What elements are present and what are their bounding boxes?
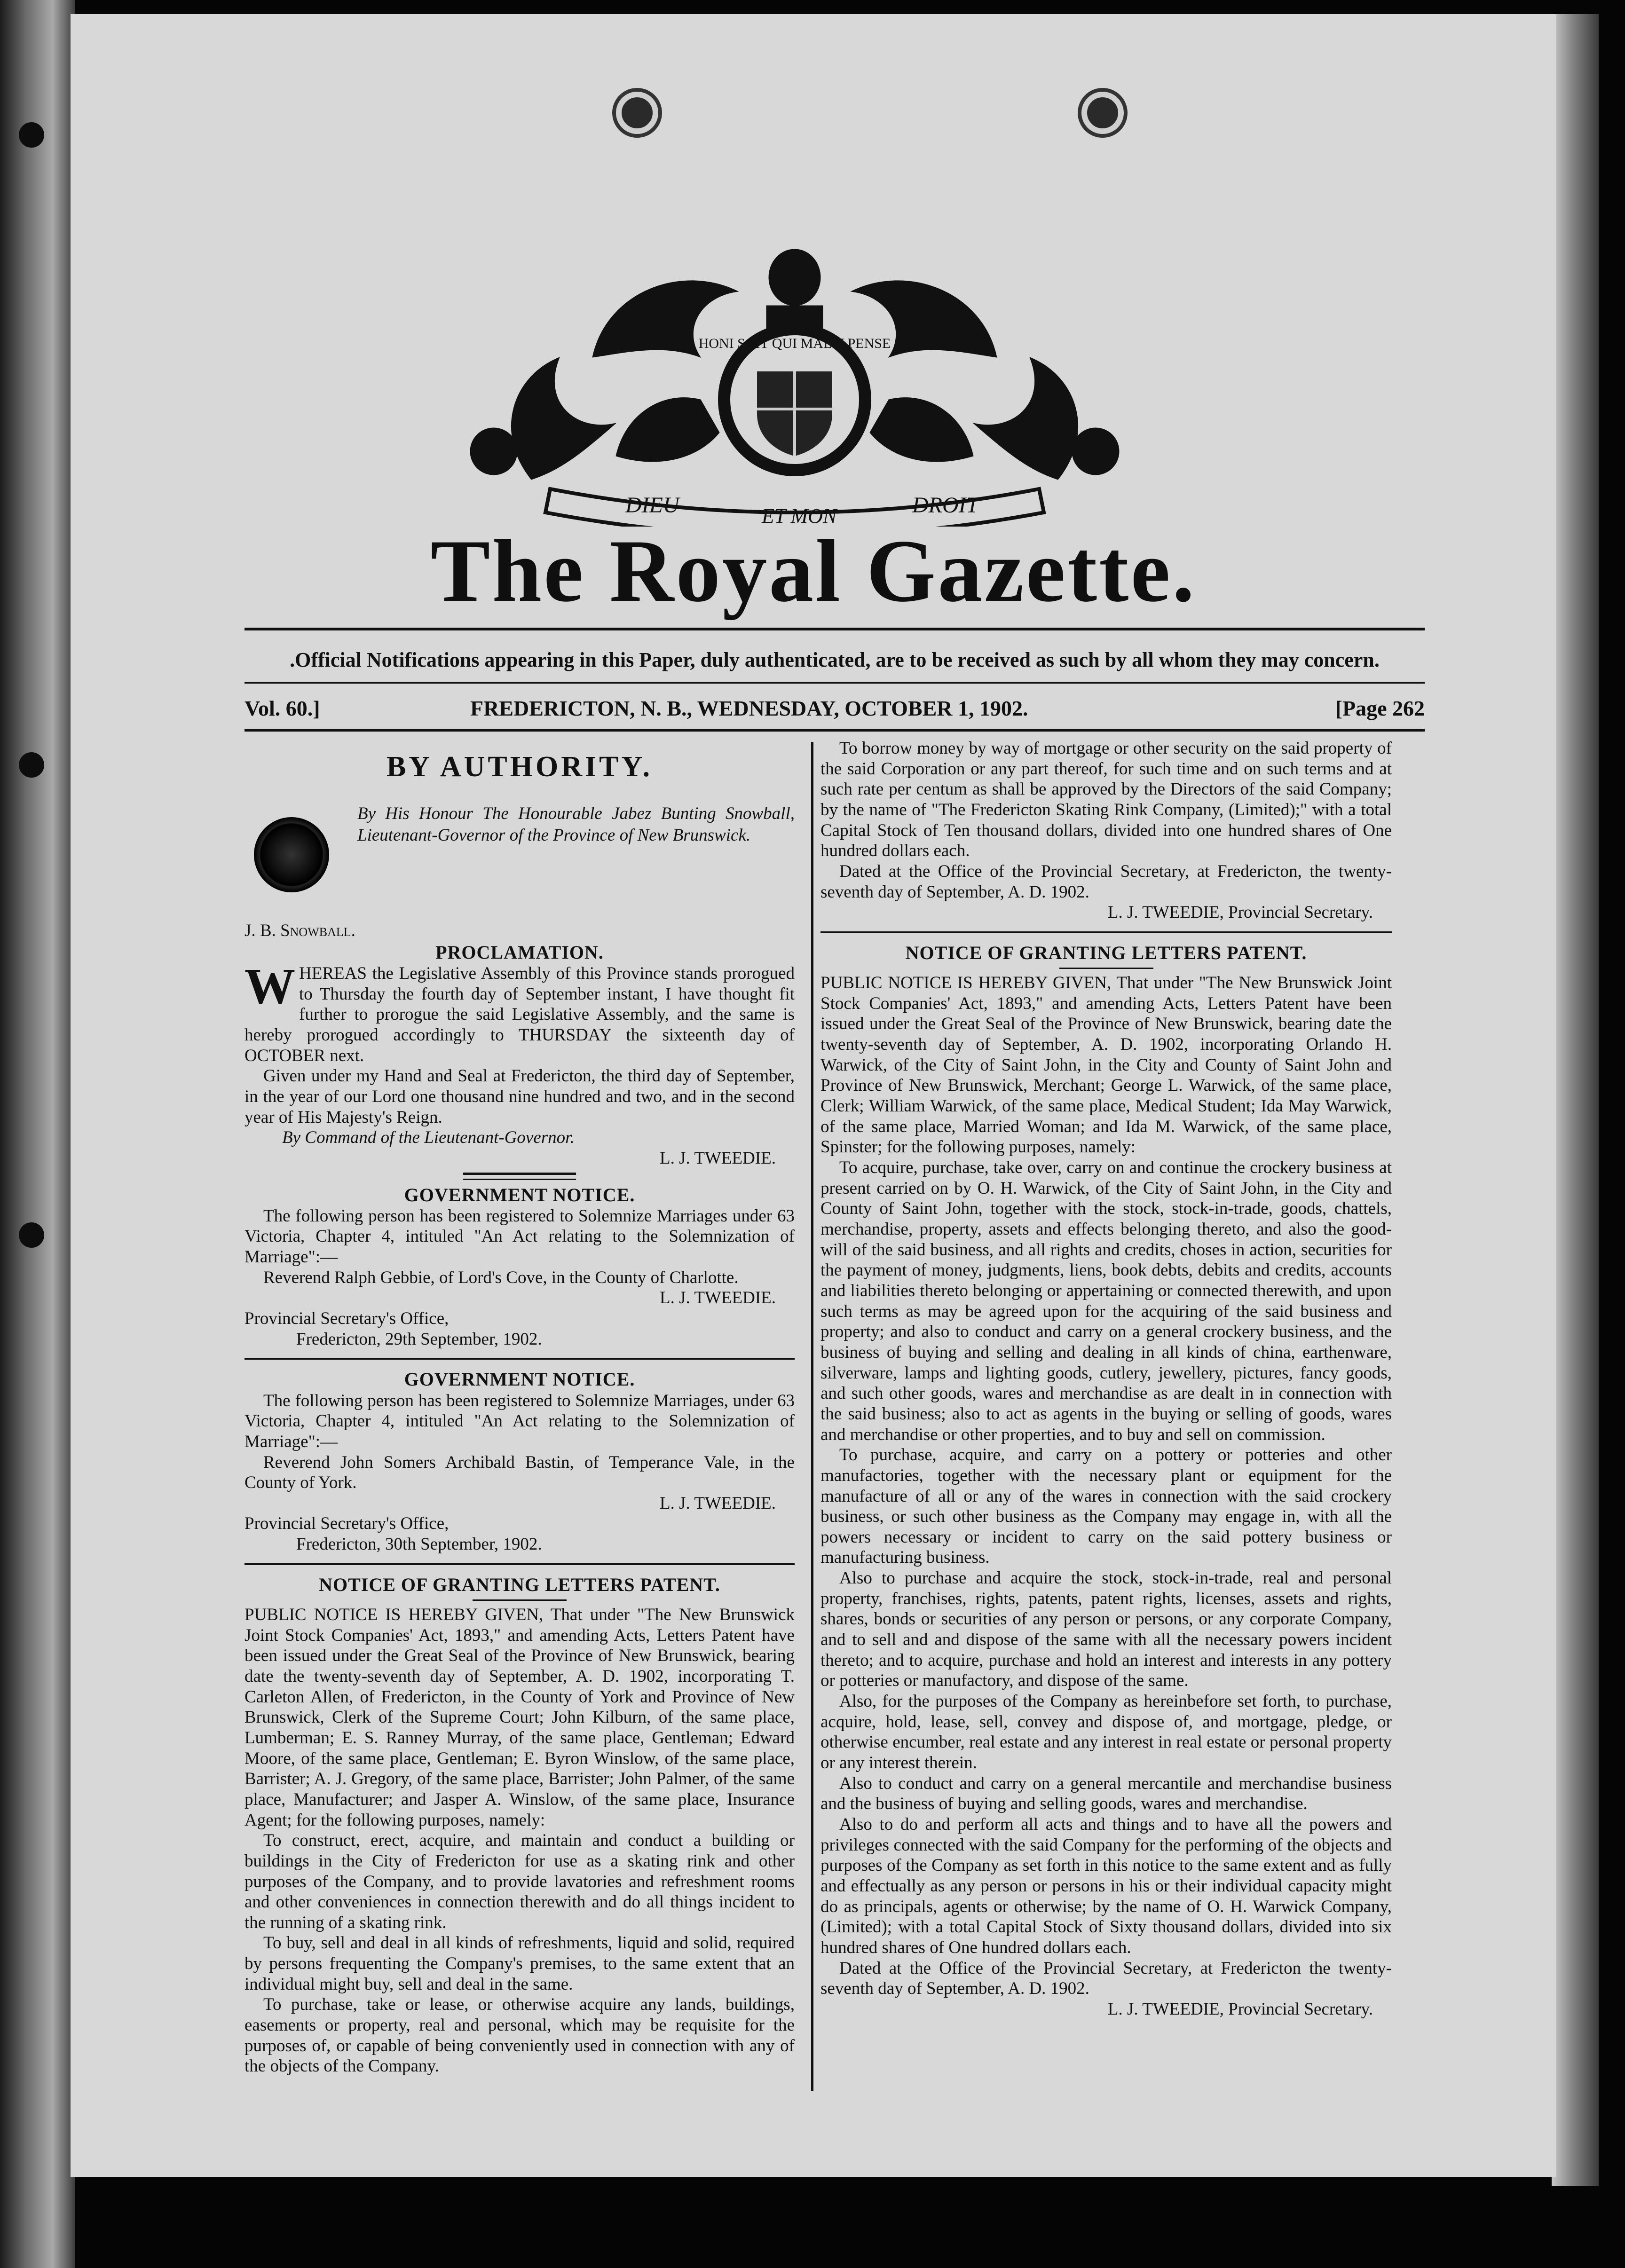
signature: L. J. TWEEDIE. — [660, 1288, 776, 1308]
rule — [463, 1179, 576, 1180]
date-line: Fredericton, 29th September, 1902. — [296, 1329, 542, 1349]
rule — [473, 1599, 567, 1601]
notice-text: Dated at the Office of the Provincial Secretary, at Fredericton the twenty-seventh day of September, A. D. 1902. — [820, 1958, 1392, 1999]
notice-text: Also, for the purposes of the Company as hereinbefore set forth, to purchase, acquire, hold, lease, sell, convey and dispose of, and mortgage, pledge, or otherwise encumber, real estate and any interest in real estate or personal property or any interest therein. — [820, 1692, 1392, 1773]
binding-spine — [0, 0, 75, 2268]
office-line: Provincial Secretary's Office, — [245, 1309, 449, 1329]
left-column — [245, 750, 795, 2077]
signature: L. J. TWEEDIE. — [660, 1148, 776, 1168]
page-stack-edge — [1552, 14, 1599, 2186]
rule — [245, 1358, 795, 1360]
rule — [245, 1563, 795, 1565]
seal-text: By His Honour The Honourable Jabez Bunting Snowball, Lieutenant-Governor of the Province of New Brunswick. — [357, 804, 795, 845]
notice-text: Dated at the Office of the Provincial Secretary, at Fredericton, the twenty-seventh day of September, A. D. 1902. — [820, 861, 1392, 902]
signer: J. B. Snowball. — [245, 921, 355, 941]
motto-et-mon: ET MON — [762, 504, 837, 527]
section-heading: BY AUTHORITY. — [386, 751, 653, 783]
rule — [820, 931, 1392, 933]
signature: L. J. TWEEDIE, Provincial Secretary. — [1107, 1999, 1373, 2019]
notice-title: NOTICE OF GRANTING LETTERS PATENT. — [905, 942, 1307, 963]
seal-block — [245, 803, 795, 921]
notice-title: NOTICE OF GRANTING LETTERS PATENT. — [319, 1574, 720, 1595]
newspaper-page — [71, 14, 1556, 2177]
proclamation-text: HEREAS the Legislative Assembly of this Province stands prorogued to Thursday the fourth day of September instant, I have thought fit further to prorogue the said Legislative Assembly, and the same is hereby prorogued accordingly to THURSDAY the sixteenth day of OCTOBER next. — [245, 964, 795, 1065]
garter-motto: HONI SOIT QUI MAL Y PENSE — [698, 336, 891, 351]
column-divider — [811, 742, 813, 2091]
notice-text: Also to purchase and acquire the stock, stock-in-trade, real and personal property, franchises, rights, patents, patent rights, licenses, assets and rights, shares, bonds or securities of any person or persons, or any corporate Company, and to sell and and dispose of the same with all the necessary powers incident thereto; and to acquire, purchase and hold an interest and interests in any pottery or potteries or manufactory, and dispose of the same. — [820, 1568, 1392, 1691]
rule — [245, 628, 1425, 630]
place-and-date: FREDERICTON, N. B., WEDNESDAY, OCTOBER 1, 1902. — [470, 696, 1028, 720]
rule — [463, 1173, 576, 1175]
signature: L. J. TWEEDIE. — [660, 1493, 776, 1513]
notice-text: Reverend Ralph Gebbie, of Lord's Cove, in the County of Charlotte. — [263, 1268, 739, 1287]
rule — [245, 729, 1425, 732]
notice-text: The following person has been registered to Solemnize Marriages under 63 Victoria, Chapter 4, intituled "An Act relating to the Solemnization of Marriage":— — [245, 1206, 795, 1267]
rule — [1059, 968, 1153, 969]
page-number: [Page 262 — [1335, 696, 1425, 720]
proclamation-command: By Command of the Lieutenant-Governor. — [282, 1128, 575, 1148]
notice-text: To purchase, acquire, and carry on a pottery or potteries and other manufactories, together with the necessary plant or equipment for the manufacture of all or any of the wares in connection with the said crockery business, or such other business as the Company may engage in, with all the powers necessary or incident to carry on the said pottery business or manufacturing business. — [820, 1445, 1392, 1567]
notice-text: To buy, sell and deal in all kinds of refreshments, liquid and solid, required by persons frequenting the Company's premises, to the same extent that an individual might buy, sell and deal in the same. — [245, 1933, 795, 1994]
notice-title: GOVERNMENT NOTICE. — [404, 1369, 635, 1390]
notice-text: Also to do and perform all acts and things and to have all the powers and privileges connected with the said Company for the performing of the objects and purposes of the Company as set forth in this notice to the same extent and as fully and effectually as any person or persons in his or their individual capacity might do as principals, agents or otherwise; by the name of O. H. Warwick Company, (Limited); with a total Capital Stock of Sixty thousand dollars, divided into six hundred shares of One hundred dollars each. — [820, 1815, 1392, 1957]
rule — [245, 682, 1425, 684]
notice-text: The following person has been registered to Solemnize Marriages, under 63 Victoria, Chapter 4, intituled "An Act relating to the Solemnization of Marriage":— — [245, 1391, 795, 1451]
notice-text: PUBLIC NOTICE IS HEREBY GIVEN, That under "The New Brunswick Joint Stock Companies' Act, 1893," and amending Acts, Letters Patent have been issued under the Great Seal of the Province of New Brunswick, bearing date the twenty-seventh day of September, A. D. 1902, incorporating Orlando H. Warwick, of the City of Saint John, in the City and County of Saint John and Province of New Brunswick, Merchant; George L. Warwick, of the same place, Clerk; William Warwick, of the same place, Medical Student; Ida May Warwick, of the same place, Married Woman; and Ida M. Warwick, of the same place, Spinster; for the following purposes, namely: — [820, 973, 1392, 1157]
punch-hole — [1081, 92, 1124, 134]
drop-cap: W — [245, 959, 295, 1015]
notice-title: GOVERNMENT NOTICE. — [404, 1184, 635, 1205]
binding-hole — [19, 122, 44, 148]
tagline: .Official Notifications appearing in this Paper, duly authenticated, are to be received as such by all whom they may concern. — [290, 648, 1380, 671]
binding-hole — [19, 752, 44, 778]
motto-dieu: DIEU — [625, 493, 679, 518]
punch-hole — [616, 92, 658, 134]
proclamation-given: Given under my Hand and Seal at Fredericton, the third day of September, in the year of our Lord one thousand nine hundred and two, and in the second year of His Majesty's Reign. — [245, 1066, 795, 1127]
notice-text: To acquire, purchase, take over, carry on and continue the crockery business at present carried on by O. H. Warwick, of the City of Saint John, in the City and County of Saint John, together with the stock, stock-in-trade, goods, chattels, merchandise, property, assets and effects belonging thereto, and also the good-will of the said business, and all rights and credits, choses in action, securities for the payment of money, judgments, liens, book debts, debits and credits, accounts and liabilities thereto belonging or appertaining or connected therewith, and upon such terms as may be agreed upon for the acquiring of the said business and property; and also to conduct and carry on a general crockery business, and the business of buying and selling and dealing in all kinds of china, earthenware, silverware, lamps and lighting goods, cutlery, jewellery, pictures, fancy goods, and such other goods, wares and merchandise as are dealt in in connection with the said business; also to act as agents in the buying or selling of goods, wares and merchandise or other properties, and to buy and sell on commission. — [820, 1158, 1392, 1444]
notice-text: To purchase, take or lease, or otherwise acquire any lands, buildings, easements or property, real and personal, which may be requisite for the purposes of, or capable of being conveniently used in connection with any of the objects of the Company. — [245, 1995, 795, 2076]
notice-text: Reverend John Somers Archibald Bastin, of Temperance Vale, in the County of York. — [245, 1452, 795, 1493]
newspaper-title: The Royal Gazette. — [430, 522, 1197, 621]
binding-hole — [19, 1222, 44, 1248]
notice-text: Also to conduct and carry on a general mercantile and merchandise business and the business of buying and selling goods, wares and merchandise. — [820, 1773, 1392, 1814]
volume-number: Vol. 60.] — [245, 696, 320, 720]
seal-icon — [254, 817, 329, 892]
signature: L. J. TWEEDIE, Provincial Secretary. — [1107, 903, 1373, 922]
motto-droit: DROIT — [912, 493, 979, 518]
notice-text: PUBLIC NOTICE IS HEREBY GIVEN, That under "The New Brunswick Joint Stock Companies' Act, 1893," and amending Acts, Letters Patent have been issued under the Great Seal of the Province of New Brunswick, bearing date the twenty-seventh day of September, A. D. 1902, incorporating T. Carleton Allen, of Fredericton, in the County of York and Province of New Brunswick, Clerk of the Supreme Court; John Kilburn, of the same place, Lumberman; E. S. Ranney Murray, of the same place, Gentleman; Edward Moore, of the same place, Gentleman; E. Byron Winslow, of the same place, Barrister; A. J. Gregory, of the same place, Barrister; John Palmer, of the same place, Manufacturer; and Jasper A. Winslow, of the same place, Insurance Agent; for the following purposes, namely: — [245, 1605, 795, 1830]
office-line: Provincial Secretary's Office, — [245, 1514, 449, 1534]
date-line: Fredericton, 30th September, 1902. — [296, 1535, 542, 1554]
royal-coat-of-arms — [437, 235, 1152, 527]
notice-text: To borrow money by way of mortgage or other security on the said property of the said Corporation or any part thereof, for such time and on such terms and at such rate per centum as shall be approved by the Directors of the said Company; by the name of "The Fredericton Skating Rink Company, (Limited);" with a total Capital Stock of Ten thousand dollars, divided into one hundred shares of One hundred dollars each. — [820, 739, 1392, 861]
notice-text: To construct, erect, acquire, and maintain and conduct a building or buildings in the City of Fredericton for use as a skating rink and other purposes of the Company, and to provide lavatories and refreshment rooms and other conveniences in connection therewith and do all things incident to the running of a skating rink. — [245, 1831, 795, 1932]
proclamation-title: PROCLAMATION. — [435, 941, 604, 963]
right-column — [820, 738, 1392, 2020]
dateline — [245, 696, 1425, 724]
